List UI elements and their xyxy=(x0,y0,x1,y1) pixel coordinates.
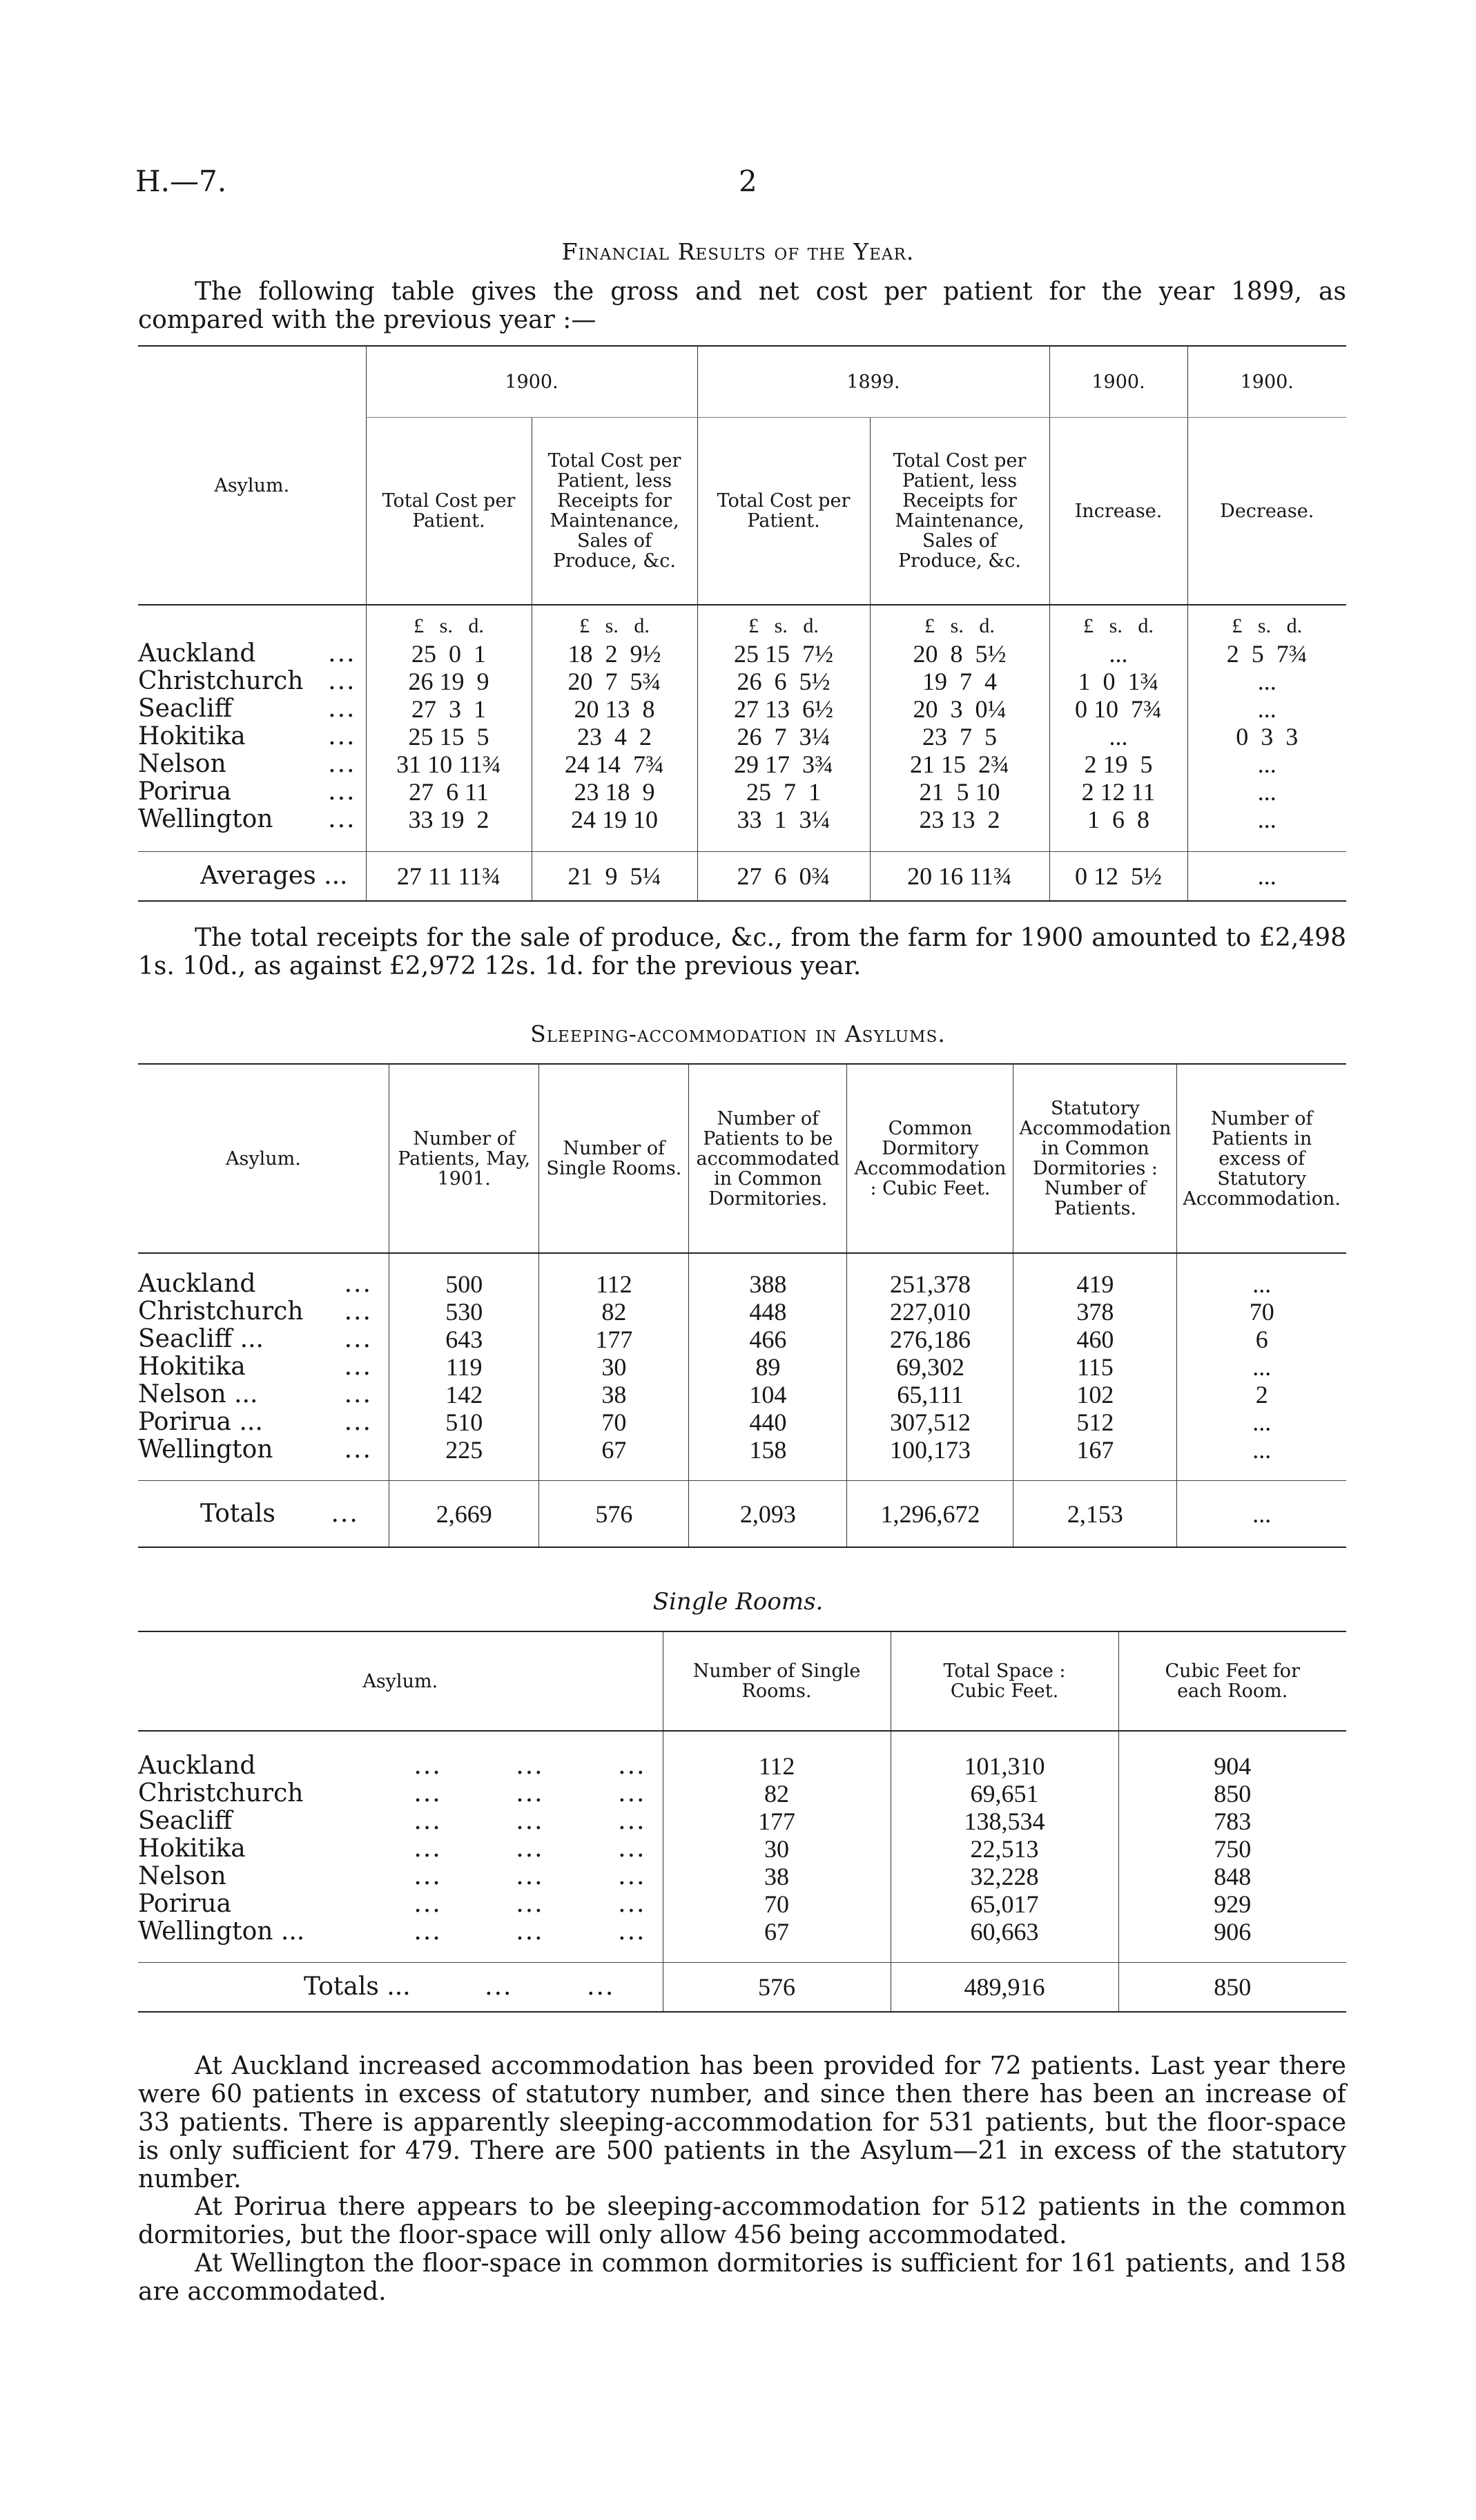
closing-auckland-text: At Auckland increased accommodation has been provided for 72 patients. Last year there were 60 patients in excess of statutory number, and since then there has been an increase of 33 patients. There is apparently sleeping-accommodation for 531 patients, but the floor-space is only sufficient for 479. There are 500 patients in the Asylum—21 in excess of the statutory number. xyxy=(138,2052,1346,2193)
col-year-1900-c: 1900. xyxy=(1049,346,1187,418)
excess-cell: ... xyxy=(1177,1353,1346,1381)
financial-results-title: Financial Results of the Year. xyxy=(561,238,915,265)
table-row xyxy=(138,1436,1346,1464)
col-total-cost-1899: Total Cost per Patient. xyxy=(697,418,870,605)
increase-cell: 1 6 8 xyxy=(1049,806,1187,833)
increase-cell: ... xyxy=(1049,640,1187,668)
number-single-rooms-cell: 67 xyxy=(663,1918,891,1946)
single-rooms-cell: 67 xyxy=(539,1436,689,1464)
asylum-name: Hokitika xyxy=(138,1353,246,1381)
single-totals-space: 489,916 xyxy=(891,1963,1118,2013)
single-rooms-cell: 177 xyxy=(539,1326,689,1353)
decrease-cell: ... xyxy=(1187,668,1346,695)
single-rooms-cell: 112 xyxy=(539,1270,689,1298)
col-asylum-header: Asylum. xyxy=(214,474,290,496)
common-dormitory-cell: 388 xyxy=(689,1270,847,1298)
total-cost-1899-cell: 25 7 1 xyxy=(697,778,870,806)
decrease-cell: ... xyxy=(1187,806,1346,833)
asylum-name: Wellington ... xyxy=(138,1917,305,1946)
increase-cell: 2 12 11 xyxy=(1049,778,1187,806)
number-single-rooms-cell: 112 xyxy=(663,1752,891,1780)
asylum-name: Christchurch xyxy=(138,1779,304,1807)
table-row xyxy=(138,1326,1346,1353)
asylum-name: Auckland xyxy=(138,639,256,668)
sleeping-table xyxy=(138,1063,1346,1548)
number-single-rooms-cell: 82 xyxy=(663,1780,891,1807)
common-dormitory-cell: 448 xyxy=(689,1298,847,1326)
total-cost-1900-cell: 27 6 11 xyxy=(366,778,532,806)
patients-cell: 119 xyxy=(389,1353,539,1381)
averages-increase: 0 12 5½ xyxy=(1049,852,1187,902)
asylum-name: Christchurch xyxy=(138,1297,304,1326)
single-rooms-cell: 30 xyxy=(539,1353,689,1381)
asylum-name-cell: Nelson ... xyxy=(138,750,356,778)
net-cost-1899-cell: 23 7 5 xyxy=(870,723,1049,750)
receipts-text: The total receipts for the sale of produce, &c., from the farm for 1900 amounted to £2,498 1s. 10d., as against £2,972 12s. 1d. for the previous year. xyxy=(138,924,1346,980)
totals-label-text: Totals xyxy=(200,1499,275,1528)
total-space-cell: 138,534 xyxy=(891,1807,1118,1835)
table-row xyxy=(138,1835,1346,1863)
total-cost-1899-cell: 26 6 5½ xyxy=(697,668,870,695)
asylum-name-cell: Wellington ... xyxy=(138,805,356,833)
table-row xyxy=(138,1353,1346,1381)
asylum-name-cell: Porirua ... xyxy=(138,777,356,806)
asylum-name: Christchurch xyxy=(138,667,304,695)
col-single-rooms: Number of Single Rooms. xyxy=(539,1064,689,1253)
total-cost-1899-cell: 27 13 6½ xyxy=(697,695,870,723)
single-totals-label-text: Totals ... xyxy=(304,1973,411,2001)
total-space-cell: 101,310 xyxy=(891,1752,1118,1780)
asylum-name-cell: Seacliff ... ... ... xyxy=(138,1807,646,1835)
cubic-feet-cell: 65,111 xyxy=(847,1381,1013,1408)
asylum-name: Porirua xyxy=(138,777,232,806)
common-dormitory-cell: 158 xyxy=(689,1436,847,1464)
decrease-cell: ... xyxy=(1187,750,1346,778)
single-rooms-cell: 70 xyxy=(539,1408,689,1436)
asylum-name-cell: Seacliff ... ... xyxy=(138,1325,372,1353)
closing-paragraph-porirua xyxy=(138,2193,1346,2249)
table-row xyxy=(138,1408,1346,1436)
cubic-feet-each-cell: 906 xyxy=(1118,1918,1346,1946)
col-statutory-accommodation: Statutory Accommodation in Common Dormitories : Number of Patients. xyxy=(1013,1064,1177,1253)
total-space-cell: 22,513 xyxy=(891,1835,1118,1863)
single-rooms-table xyxy=(138,1631,1346,2013)
asylum-name-cell: Wellington ... xyxy=(138,1435,372,1464)
excess-cell: 6 xyxy=(1177,1326,1346,1353)
asylum-name-cell: Nelson ... ... xyxy=(138,1380,372,1408)
units-label: £ s. d. xyxy=(532,605,697,640)
asylum-name-cell: Hokitika ... xyxy=(138,722,356,750)
table-row xyxy=(138,1752,1346,1780)
asylum-name-cell: Hokitika ... xyxy=(138,1353,372,1381)
units-label: £ s. d. xyxy=(697,605,870,640)
table-row xyxy=(138,1381,1346,1408)
excess-cell: ... xyxy=(1177,1270,1346,1298)
totals-single-rooms: 576 xyxy=(539,1481,689,1548)
excess-cell: ... xyxy=(1177,1408,1346,1436)
totals-cubic-feet: 1,296,672 xyxy=(847,1481,1013,1548)
cubic-feet-each-cell: 904 xyxy=(1118,1752,1346,1780)
excess-cell: 70 xyxy=(1177,1298,1346,1326)
asylum-name: Hokitika xyxy=(138,722,246,750)
receipts-paragraph xyxy=(138,924,1346,980)
col-total-space: Total Space : Cubic Feet. xyxy=(891,1631,1118,1731)
number-single-rooms-cell: 177 xyxy=(663,1807,891,1835)
increase-cell: 0 10 7¾ xyxy=(1049,695,1187,723)
total-cost-1900-cell: 33 19 2 xyxy=(366,806,532,833)
common-dormitory-cell: 466 xyxy=(689,1326,847,1353)
asylum-name: Seacliff xyxy=(138,1807,233,1835)
col-year-1900-d: 1900. xyxy=(1187,346,1346,418)
col-increase: Increase. xyxy=(1049,418,1187,605)
cubic-feet-each-cell: 850 xyxy=(1118,1780,1346,1807)
excess-cell: ... xyxy=(1177,1436,1346,1464)
closing-porirua-text: At Porirua there appears to be sleeping-accommodation for 512 patients in the common dormitories, but the floor-space will only allow 456 being accommodated. xyxy=(138,2193,1346,2249)
net-cost-1899-cell: 20 3 0¼ xyxy=(870,695,1049,723)
asylum-name: Nelson xyxy=(138,1862,226,1890)
asylum-name-cell: Christchurch ... xyxy=(138,667,356,695)
col-net-cost-1899: Total Cost per Patient, less Receipts for Maintenance, Sales of Produce, &c. xyxy=(870,418,1049,605)
total-space-cell: 69,651 xyxy=(891,1780,1118,1807)
statutory-cell: 378 xyxy=(1013,1298,1177,1326)
statutory-cell: 460 xyxy=(1013,1326,1177,1353)
total-cost-1900-cell: 27 3 1 xyxy=(366,695,532,723)
asylum-name: Nelson xyxy=(138,750,226,778)
cubic-feet-cell: 227,010 xyxy=(847,1298,1013,1326)
net-cost-1900-cell: 24 14 7¾ xyxy=(532,750,697,778)
table-row xyxy=(138,723,1346,750)
table-row xyxy=(138,1780,1346,1807)
single-totals-label: Totals ... ... ... xyxy=(304,1973,615,2001)
patients-cell: 142 xyxy=(389,1381,539,1408)
total-cost-1899-cell: 26 7 3¼ xyxy=(697,723,870,750)
financial-table-body xyxy=(138,640,1346,852)
net-cost-1900-cell: 23 4 2 xyxy=(532,723,697,750)
col-net-cost-1900: Total Cost per Patient, less Receipts for Maintenance, Sales of Produce, &c. xyxy=(532,418,697,605)
total-cost-1899-cell: 33 1 3¼ xyxy=(697,806,870,833)
col-year-1899: 1899. xyxy=(697,346,1049,418)
units-label: £ s. d. xyxy=(870,605,1049,640)
totals-label: Totals ... xyxy=(200,1499,359,1528)
cubic-feet-cell: 276,186 xyxy=(847,1326,1013,1353)
col-common-cubic-feet: Common Dormitory Accommodation : Cubic Feet. xyxy=(847,1064,1013,1253)
closing-paragraph-auckland xyxy=(138,2052,1346,2193)
col-asylum-header: Asylum. xyxy=(362,1670,438,1692)
asylum-name: Wellington xyxy=(138,1435,273,1464)
asylum-name-cell: Christchurch ... xyxy=(138,1297,372,1326)
single-rooms-cell: 82 xyxy=(539,1298,689,1326)
total-cost-1899-cell: 29 17 3¾ xyxy=(697,750,870,778)
net-cost-1900-cell: 20 7 5¾ xyxy=(532,668,697,695)
table-row xyxy=(138,1918,1346,1946)
decrease-cell: ... xyxy=(1187,695,1346,723)
document-reference: H.—7. xyxy=(135,164,227,198)
cubic-feet-cell: 69,302 xyxy=(847,1353,1013,1381)
averages-total-1899: 27 6 0¾ xyxy=(697,852,870,902)
asylum-name: Auckland xyxy=(138,1270,256,1298)
averages-label: Averages ... xyxy=(200,862,348,890)
units-label: £ s. d. xyxy=(1187,605,1346,640)
table-row xyxy=(138,668,1346,695)
col-decrease: Decrease. xyxy=(1187,418,1346,605)
asylum-name: Porirua xyxy=(138,1890,232,1918)
patients-cell: 643 xyxy=(389,1326,539,1353)
number-single-rooms-cell: 38 xyxy=(663,1863,891,1890)
decrease-cell: 2 5 7¾ xyxy=(1187,640,1346,668)
asylum-name-cell: Auckland ... ... ... xyxy=(138,1752,646,1780)
asylum-name-cell: Porirua ... ... ... xyxy=(138,1890,646,1918)
units-label: £ s. d. xyxy=(366,605,532,640)
sleeping-accommodation-title: Sleeping-accommodation in Asylums. xyxy=(530,1020,946,1047)
asylum-name-cell: Auckland ... xyxy=(138,639,356,668)
asylum-name-cell: Wellington ... ... ... ... xyxy=(138,1917,646,1946)
net-cost-1899-cell: 19 7 4 xyxy=(870,668,1049,695)
statutory-cell: 115 xyxy=(1013,1353,1177,1381)
totals-common: 2,093 xyxy=(689,1481,847,1548)
total-space-cell: 65,017 xyxy=(891,1890,1118,1918)
net-cost-1899-cell: 21 5 10 xyxy=(870,778,1049,806)
decrease-cell: 0 3 3 xyxy=(1187,723,1346,750)
asylum-name: Nelson ... xyxy=(138,1380,258,1408)
increase-cell: 1 0 1¾ xyxy=(1049,668,1187,695)
units-label: £ s. d. xyxy=(1049,605,1187,640)
asylum-name-cell: Auckland ... xyxy=(138,1270,372,1298)
asylum-name: Hokitika xyxy=(138,1834,246,1863)
asylum-name: Seacliff xyxy=(138,695,233,723)
page-number: 2 xyxy=(739,164,757,198)
cubic-feet-cell: 100,173 xyxy=(847,1436,1013,1464)
total-space-cell: 32,228 xyxy=(891,1863,1118,1890)
total-cost-1900-cell: 25 15 5 xyxy=(366,723,532,750)
table-row xyxy=(138,1863,1346,1890)
increase-cell: 2 19 5 xyxy=(1049,750,1187,778)
table-row xyxy=(138,1270,1346,1298)
cubic-feet-each-cell: 750 xyxy=(1118,1835,1346,1863)
total-cost-1900-cell: 31 10 11¾ xyxy=(366,750,532,778)
number-single-rooms-cell: 30 xyxy=(663,1835,891,1863)
patients-cell: 530 xyxy=(389,1298,539,1326)
sleeping-table-body xyxy=(138,1270,1346,1464)
asylum-name-cell: Nelson ... ... ... xyxy=(138,1862,646,1890)
asylum-name: Seacliff ... xyxy=(138,1325,264,1353)
financial-intro xyxy=(138,278,1346,334)
col-cubic-feet-each: Cubic Feet for each Room. xyxy=(1118,1631,1346,1731)
asylum-name-cell: Porirua ... ... xyxy=(138,1408,372,1436)
statutory-cell: 419 xyxy=(1013,1270,1177,1298)
single-totals-number: 576 xyxy=(663,1963,891,2013)
averages-decrease: ... xyxy=(1187,852,1346,902)
table-row xyxy=(138,1298,1346,1326)
single-totals-each: 850 xyxy=(1118,1963,1346,2013)
totals-excess: ... xyxy=(1177,1481,1346,1548)
col-excess-patients: Number of Patients in excess of Statutory Accommodation. xyxy=(1177,1064,1346,1253)
common-dormitory-cell: 89 xyxy=(689,1353,847,1381)
net-cost-1900-cell: 18 2 9½ xyxy=(532,640,697,668)
increase-cell: ... xyxy=(1049,723,1187,750)
cubic-feet-each-cell: 929 xyxy=(1118,1890,1346,1918)
cubic-feet-cell: 307,512 xyxy=(847,1408,1013,1436)
excess-cell: 2 xyxy=(1177,1381,1346,1408)
averages-total-1900: 27 11 11¾ xyxy=(366,852,532,902)
totals-patients: 2,669 xyxy=(389,1481,539,1548)
common-dormitory-cell: 440 xyxy=(689,1408,847,1436)
table-row xyxy=(138,750,1346,778)
net-cost-1900-cell: 20 13 8 xyxy=(532,695,697,723)
total-space-cell: 60,663 xyxy=(891,1918,1118,1946)
statutory-cell: 512 xyxy=(1013,1408,1177,1436)
cubic-feet-each-cell: 848 xyxy=(1118,1863,1346,1890)
financial-intro-text: The following table gives the gross and net cost per patient for the year 1899, as compared with the previous year :— xyxy=(138,278,1346,334)
closing-wellington-text: At Wellington the floor-space in common dormitories is sufficient for 161 patients, and 158 are accommodated. xyxy=(138,2249,1346,2306)
asylum-name-cell: Christchurch ... ... ... xyxy=(138,1779,646,1807)
col-common-dormitories: Number of Patients to be accommodated in Common Dormitories. xyxy=(689,1064,847,1253)
table-row xyxy=(138,640,1346,668)
asylum-name-cell: Seacliff ... xyxy=(138,695,356,723)
common-dormitory-cell: 104 xyxy=(689,1381,847,1408)
averages-net-1900: 21 9 5¼ xyxy=(532,852,697,902)
number-single-rooms-cell: 70 xyxy=(663,1890,891,1918)
table-row xyxy=(138,1807,1346,1835)
col-number-single-rooms: Number of Single Rooms. xyxy=(663,1631,891,1731)
patients-cell: 225 xyxy=(389,1436,539,1464)
net-cost-1899-cell: 20 8 5½ xyxy=(870,640,1049,668)
cubic-feet-cell: 251,378 xyxy=(847,1270,1013,1298)
net-cost-1899-cell: 23 13 2 xyxy=(870,806,1049,833)
asylum-name: Wellington xyxy=(138,805,273,833)
col-asylum-header: Asylum. xyxy=(226,1147,301,1170)
total-cost-1899-cell: 25 15 7½ xyxy=(697,640,870,668)
total-cost-1900-cell: 26 19 9 xyxy=(366,668,532,695)
decrease-cell: ... xyxy=(1187,778,1346,806)
col-total-cost-1900: Total Cost per Patient. xyxy=(366,418,532,605)
asylum-name: Porirua ... xyxy=(138,1408,263,1436)
single-rooms-cell: 38 xyxy=(539,1381,689,1408)
col-patients-may-1901: Number of Patients, May, 1901. xyxy=(389,1064,539,1253)
table-row xyxy=(138,806,1346,833)
table-row xyxy=(138,1890,1346,1918)
asylum-name: Auckland xyxy=(138,1752,256,1780)
financial-table xyxy=(138,345,1346,902)
total-cost-1900-cell: 25 0 1 xyxy=(366,640,532,668)
table-row xyxy=(138,778,1346,806)
patients-cell: 500 xyxy=(389,1270,539,1298)
totals-statutory: 2,153 xyxy=(1013,1481,1177,1548)
net-cost-1900-cell: 24 19 10 xyxy=(532,806,697,833)
single-rooms-title: Single Rooms. xyxy=(652,1588,824,1616)
cubic-feet-each-cell: 783 xyxy=(1118,1807,1346,1835)
col-year-1900-a: 1900. xyxy=(366,346,697,418)
statutory-cell: 167 xyxy=(1013,1436,1177,1464)
net-cost-1899-cell: 21 15 2¾ xyxy=(870,750,1049,778)
closing-paragraph-wellington xyxy=(138,2249,1346,2306)
table-row xyxy=(138,695,1346,723)
patients-cell: 510 xyxy=(389,1408,539,1436)
single-rooms-body xyxy=(138,1752,1346,1946)
net-cost-1900-cell: 23 18 9 xyxy=(532,778,697,806)
statutory-cell: 102 xyxy=(1013,1381,1177,1408)
averages-net-1899: 20 16 11¾ xyxy=(870,852,1049,902)
asylum-name-cell: Hokitika ... ... ... xyxy=(138,1834,646,1863)
